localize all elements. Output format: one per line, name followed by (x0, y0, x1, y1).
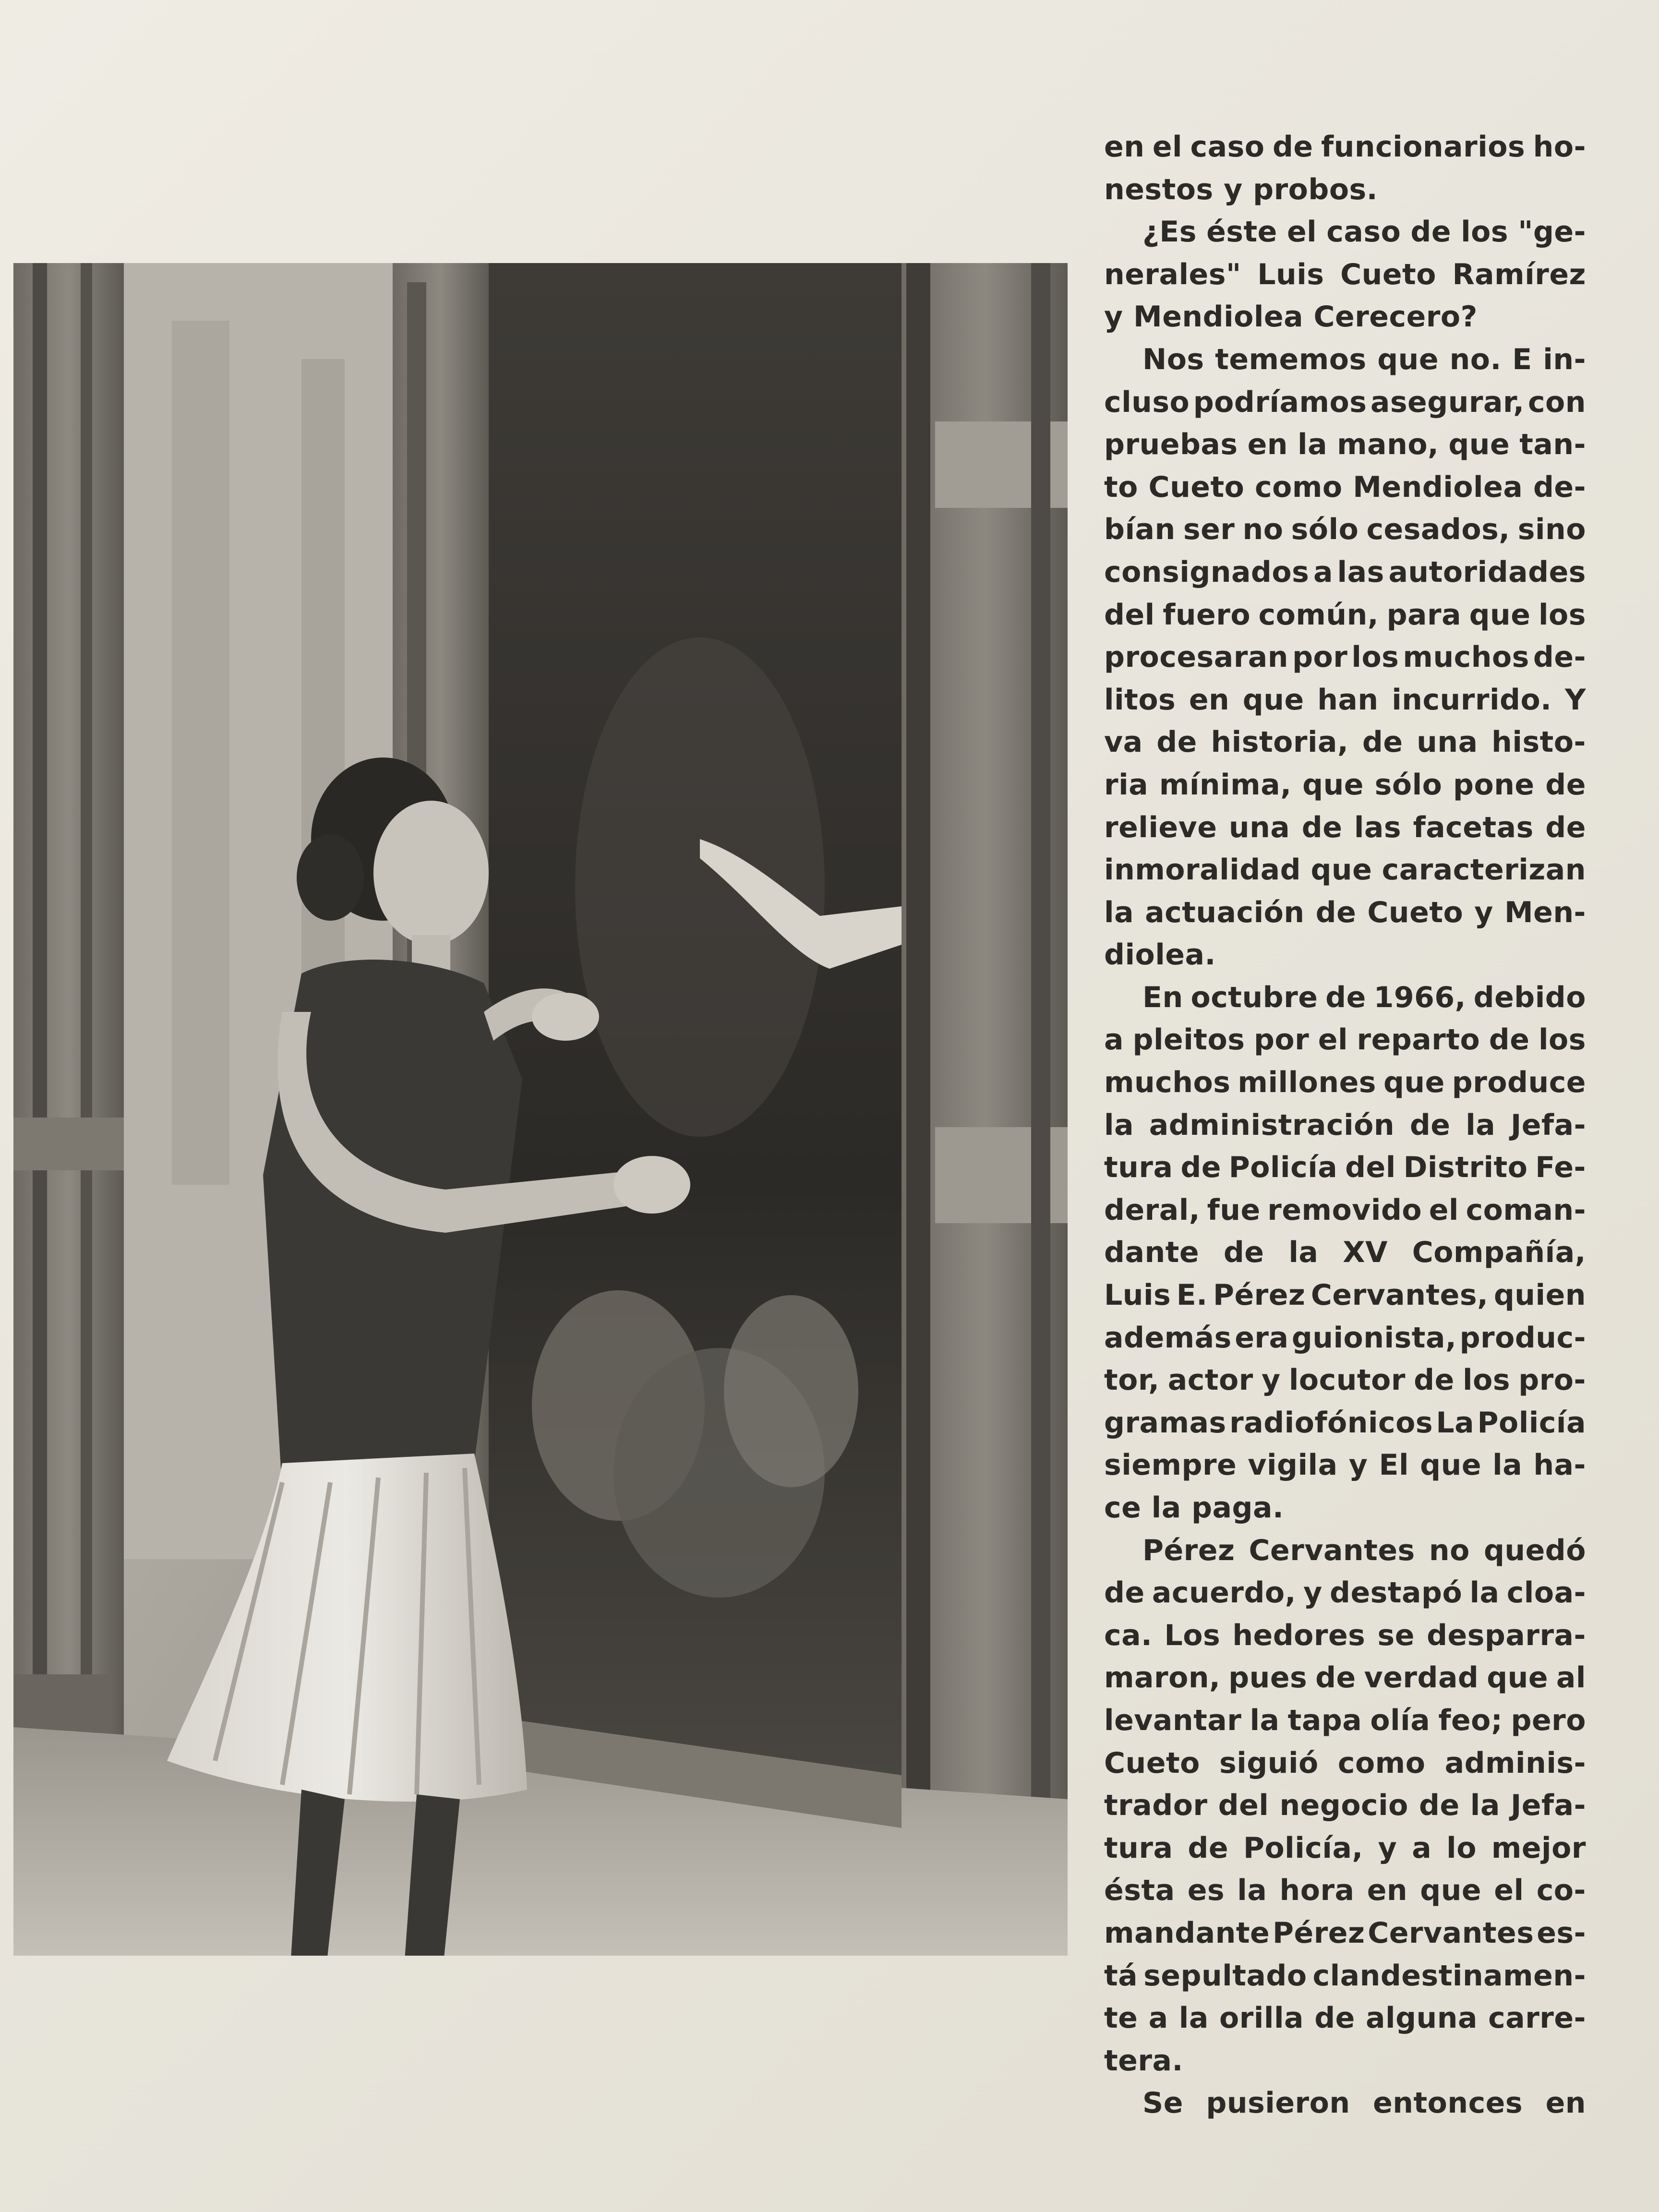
word: éste (1206, 215, 1277, 249)
word: ca. (1104, 1618, 1153, 1652)
word: el (1152, 130, 1183, 164)
word: de (1489, 1023, 1530, 1057)
word: Cueto (1340, 257, 1436, 291)
text-line (1104, 976, 1586, 1019)
word: olía (1370, 1703, 1431, 1737)
word: Distrito (1403, 1151, 1528, 1185)
text-line: tera. (1104, 2044, 1183, 2078)
text-line (1104, 1274, 1586, 1317)
word: verdad (1364, 1661, 1479, 1695)
word: del (1104, 598, 1155, 632)
word: a (1148, 2001, 1168, 2035)
word: consignados (1104, 555, 1310, 589)
word: Men- (1504, 895, 1586, 929)
word: del (1345, 1151, 1396, 1185)
word: hora (1279, 1874, 1355, 1908)
word: de- (1533, 470, 1586, 504)
text-line (1104, 1019, 1586, 1061)
word: guionista, (1291, 1321, 1457, 1355)
text-line (1104, 1189, 1586, 1232)
word: que (1377, 342, 1439, 376)
text-line: diolea. (1104, 938, 1216, 972)
word: de (1156, 725, 1197, 759)
word: Jefa- (1510, 1108, 1586, 1142)
word: y (1261, 1363, 1281, 1397)
word: ha- (1533, 1448, 1586, 1482)
word: Cervantes (1249, 1533, 1415, 1567)
word: que (1448, 428, 1510, 462)
word: millones (1238, 1066, 1376, 1100)
word: reparto (1357, 1023, 1480, 1057)
word: de (1325, 980, 1366, 1014)
word: tememos (1215, 342, 1367, 376)
word: la (1466, 1108, 1496, 1142)
text-line (1104, 423, 1586, 466)
word: relieve (1104, 810, 1217, 844)
word: sepultado (1143, 1959, 1307, 1993)
word: no (1429, 1533, 1470, 1567)
word: el (1429, 1193, 1459, 1227)
word: que (1242, 683, 1304, 717)
word: desparra- (1427, 1618, 1586, 1652)
word: vigila (1248, 1448, 1338, 1482)
word: de (1545, 768, 1586, 802)
word: La (1436, 1406, 1475, 1440)
word: XV (1343, 1236, 1388, 1270)
word: radiofónicos (1229, 1406, 1433, 1440)
word: asegurar, (1370, 385, 1525, 419)
word: común, (1258, 598, 1379, 632)
word: hedores (1232, 1618, 1366, 1652)
word: 1966, (1373, 980, 1466, 1014)
word: produc- (1459, 1321, 1586, 1355)
word: ¿Es (1142, 215, 1197, 249)
word: para (1386, 598, 1462, 632)
word: la (1237, 1874, 1267, 1908)
word: carre- (1488, 2001, 1586, 2035)
word: E. (1176, 1278, 1208, 1312)
word: histo- (1491, 725, 1586, 759)
word: que (1310, 853, 1372, 887)
word: de (1414, 1363, 1455, 1397)
word: la (1288, 1236, 1319, 1270)
word: mínima, (1159, 768, 1292, 802)
text-line (1104, 126, 1586, 168)
word: podríamos (1193, 385, 1367, 419)
word: que (1420, 1874, 1482, 1908)
word: la (1104, 1108, 1134, 1142)
word: una (1228, 810, 1290, 844)
word: alguna (1366, 2001, 1478, 2035)
article-column (1104, 126, 1586, 2125)
word: que (1487, 1661, 1549, 1695)
word: que (1383, 1066, 1445, 1100)
text-line (1104, 1529, 1586, 1572)
word: va (1104, 725, 1143, 759)
word: Mendiolea (1353, 470, 1523, 504)
text-line (1104, 1912, 1586, 1955)
word: trador (1104, 1789, 1208, 1823)
word: En (1142, 980, 1183, 1014)
word: la (1250, 1703, 1280, 1737)
text-line (1104, 806, 1586, 849)
word: fuero (1163, 598, 1251, 632)
text-line (1104, 1827, 1586, 1870)
word: caso (1326, 215, 1401, 249)
word: a (1313, 555, 1333, 589)
word: era (1235, 1321, 1289, 1355)
word: como (1255, 470, 1343, 504)
word: muchos (1403, 640, 1529, 674)
word: produce (1452, 1066, 1586, 1100)
text-line (1104, 891, 1586, 934)
text-line (1104, 636, 1586, 679)
word: procesaran (1104, 640, 1289, 674)
word: destapó (1330, 1576, 1463, 1610)
word: octubre (1190, 980, 1318, 1014)
word: la (1492, 1448, 1523, 1482)
word: Luis (1104, 1278, 1171, 1312)
word: funcionarios (1321, 130, 1526, 164)
word: del (1218, 1789, 1269, 1823)
word: lo (1446, 1831, 1477, 1865)
word: Luis (1257, 257, 1324, 291)
word: levantar (1104, 1703, 1242, 1737)
word: Se (1142, 2086, 1183, 2120)
word: tor, (1104, 1363, 1160, 1397)
word: es- (1537, 1916, 1586, 1950)
text-line (1104, 721, 1586, 764)
word: siempre (1104, 1448, 1237, 1482)
word: removido (1267, 1193, 1422, 1227)
word: de (1272, 130, 1313, 164)
text-line (1104, 338, 1586, 381)
word: no. (1449, 342, 1502, 376)
text-line (1104, 508, 1586, 551)
word: sino (1517, 513, 1586, 547)
word: la (1470, 1789, 1500, 1823)
word: con (1527, 385, 1586, 419)
word: tá (1104, 1959, 1138, 1993)
word: Policía (1477, 1406, 1586, 1440)
text-line (1104, 849, 1586, 891)
word: co- (1536, 1874, 1586, 1908)
text-line: y Mendiolea Cerecero? (1104, 300, 1478, 334)
word: de (1362, 725, 1403, 759)
word: quien (1493, 1278, 1586, 1312)
word: locutor (1288, 1363, 1406, 1397)
word: autoridades (1388, 555, 1586, 589)
word: Los (1164, 1618, 1221, 1652)
word: Fe- (1535, 1151, 1586, 1185)
text-line: nestos y probos. (1104, 172, 1378, 206)
word: administración (1149, 1108, 1395, 1142)
word: por (1292, 640, 1348, 674)
word: cesados, (1366, 513, 1510, 547)
text-line (1104, 594, 1586, 637)
word: a (1104, 1023, 1124, 1057)
word: en (1367, 1874, 1408, 1908)
text-line (1104, 381, 1586, 424)
word: pleitos (1132, 1023, 1245, 1057)
word: dante (1104, 1236, 1200, 1270)
text-line (1104, 1699, 1586, 1742)
word: de (1104, 1576, 1145, 1610)
word: mandante (1104, 1916, 1270, 1950)
word: cluso (1104, 385, 1190, 419)
word: de (1315, 1661, 1356, 1695)
word: incurrido. (1392, 683, 1552, 717)
word: debido (1473, 980, 1586, 1014)
word: el (1494, 1874, 1524, 1908)
word: mano, (1337, 428, 1439, 462)
word: en (1247, 428, 1288, 462)
word: y (1348, 1448, 1368, 1482)
word: es (1187, 1874, 1225, 1908)
word: tapa (1287, 1703, 1362, 1737)
word: una (1417, 725, 1478, 759)
word: historia, (1211, 725, 1349, 759)
word: coman- (1466, 1193, 1586, 1227)
word: siguió (1219, 1746, 1319, 1780)
word: clandestinamen- (1312, 1959, 1586, 1993)
word: que (1420, 1448, 1482, 1482)
text-line: ce la paga. (1104, 1491, 1284, 1525)
word: deral, (1104, 1193, 1201, 1227)
word: además (1104, 1321, 1232, 1355)
word: Pérez (1273, 1916, 1365, 1950)
word: Pérez (1142, 1533, 1235, 1567)
word: en (1104, 130, 1145, 164)
word: de (1223, 1236, 1264, 1270)
word: y (1303, 1576, 1322, 1610)
word: facetas (1413, 810, 1534, 844)
word: Cueto (1367, 895, 1464, 929)
text-line (1104, 1061, 1586, 1104)
word: pues (1228, 1661, 1308, 1695)
word: El (1379, 1448, 1409, 1482)
text-line (1104, 551, 1586, 594)
word: de (1188, 1831, 1229, 1865)
word: de (1301, 810, 1343, 844)
word: cloa- (1506, 1576, 1586, 1610)
word: Policía, (1243, 1831, 1363, 1865)
text-line (1104, 1231, 1586, 1274)
word: y (1474, 895, 1493, 929)
word: Cueto (1148, 470, 1245, 504)
word: en (1545, 2086, 1586, 2120)
word: la (1469, 1576, 1500, 1610)
text-line (1104, 1742, 1586, 1785)
word: Policía (1228, 1151, 1338, 1185)
word: Cervantes, (1310, 1278, 1489, 1312)
word: pro- (1518, 1363, 1586, 1397)
text-line (1104, 679, 1586, 721)
word: tura (1104, 1831, 1173, 1865)
word: maron, (1104, 1661, 1221, 1695)
word: de (1545, 810, 1586, 844)
word: te (1104, 2001, 1138, 2035)
word: pone (1453, 768, 1535, 802)
text-line (1104, 1657, 1586, 1699)
text-line (1104, 1955, 1586, 1997)
word: los (1538, 598, 1586, 632)
word: Nos (1142, 342, 1204, 376)
word: se (1377, 1618, 1415, 1652)
word: Compañía, (1412, 1236, 1586, 1270)
word: la (1178, 2001, 1209, 2035)
word: el (1286, 215, 1317, 249)
text-line (1104, 1317, 1586, 1359)
word: de (1410, 215, 1452, 249)
photo-illustration (13, 263, 1068, 1956)
text-line (1104, 1784, 1586, 1827)
word: de- (1533, 640, 1586, 674)
word: sólo (1291, 513, 1359, 547)
word: como (1337, 1746, 1426, 1780)
text-line (1104, 764, 1586, 806)
word: muchos (1104, 1066, 1231, 1100)
word: pero (1511, 1703, 1586, 1737)
word: tan- (1519, 428, 1586, 462)
word: los (1538, 1023, 1586, 1057)
text-line (1104, 1869, 1586, 1912)
word: negocio (1279, 1789, 1408, 1823)
word: de (1315, 895, 1357, 929)
word: ésta (1104, 1874, 1175, 1908)
word: caracterizan (1382, 853, 1586, 887)
word: Y (1565, 683, 1586, 717)
text-line (1104, 1997, 1586, 2040)
text-line (1104, 1614, 1586, 1657)
word: ser (1183, 513, 1235, 547)
word: por (1253, 1023, 1310, 1057)
word: de (1419, 1789, 1460, 1823)
word: el (1318, 1023, 1348, 1057)
word: acuerdo, (1152, 1576, 1296, 1610)
word: entonces (1373, 2086, 1523, 2120)
word: pruebas (1104, 428, 1238, 462)
word: in- (1543, 342, 1586, 376)
word: feo; (1438, 1703, 1503, 1737)
word: litos (1104, 683, 1176, 717)
word: mejor (1491, 1831, 1586, 1865)
article-photo (13, 263, 1068, 1956)
word: inmoralidad (1104, 853, 1301, 887)
word: bían (1104, 513, 1176, 547)
word: to (1104, 470, 1138, 504)
text-line (1104, 2082, 1586, 2125)
text-line (1104, 466, 1586, 509)
word: en (1189, 683, 1230, 717)
word: fue (1207, 1193, 1261, 1227)
word: gramas (1104, 1406, 1226, 1440)
word: no (1242, 513, 1284, 547)
word: sólo (1374, 768, 1443, 802)
word: la (1104, 895, 1134, 929)
word: E (1512, 342, 1532, 376)
word: adminis- (1444, 1746, 1586, 1780)
text-line (1104, 1146, 1586, 1189)
word: y (1378, 1831, 1397, 1865)
word: la (1298, 428, 1328, 462)
text-line (1104, 253, 1586, 296)
word: de (1180, 1151, 1221, 1185)
text-line (1104, 1402, 1586, 1444)
word: ria (1104, 768, 1149, 802)
text-line (1104, 1572, 1586, 1614)
text-line (1104, 1104, 1586, 1147)
word: ho- (1533, 130, 1586, 164)
text-line (1104, 1359, 1586, 1402)
word: de (1409, 1108, 1451, 1142)
word: las (1337, 555, 1384, 589)
word: Cervantes (1368, 1916, 1534, 1950)
word: actor (1167, 1363, 1253, 1397)
word: las (1354, 810, 1402, 844)
word: pusieron (1206, 2086, 1350, 2120)
word: actuación (1145, 895, 1305, 929)
word: Cueto (1104, 1746, 1200, 1780)
word: los (1463, 1363, 1511, 1397)
word: orilla (1219, 2001, 1304, 2035)
word: caso (1190, 130, 1265, 164)
word: que (1469, 598, 1531, 632)
word: nerales" (1104, 257, 1241, 291)
text-line (1104, 1444, 1586, 1487)
word: los (1461, 215, 1509, 249)
word: los (1351, 640, 1399, 674)
word: que (1302, 768, 1364, 802)
word: han (1317, 683, 1379, 717)
word: Ramírez (1452, 257, 1586, 291)
word: Jefa- (1510, 1789, 1586, 1823)
word: a (1412, 1831, 1432, 1865)
word: "ge- (1518, 215, 1586, 249)
word: tura (1104, 1151, 1173, 1185)
word: al (1556, 1661, 1586, 1695)
word: quedó (1483, 1533, 1586, 1567)
text-line (1104, 211, 1586, 253)
word: Pérez (1213, 1278, 1306, 1312)
word: de (1314, 2001, 1355, 2035)
